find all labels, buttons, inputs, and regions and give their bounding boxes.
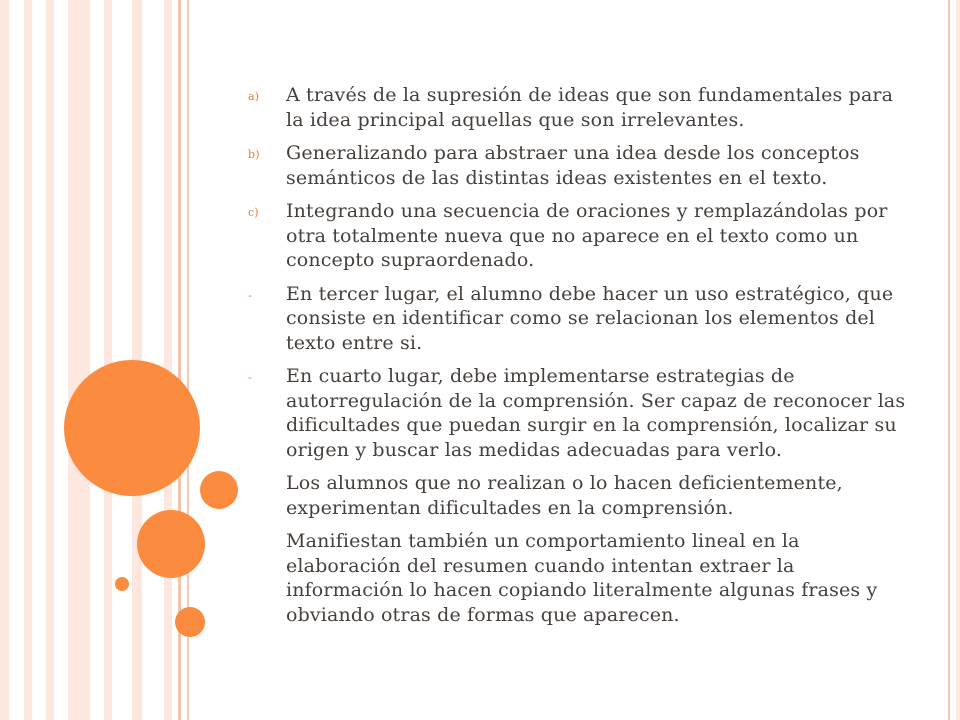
decorative-stripe: [46, 0, 54, 720]
list-item: [248, 83, 910, 132]
decorative-circle: [200, 471, 238, 509]
list-item-text: En tercer lugar, el alumno debe hacer un uso estratégico, que consiste en identificar como se relacionan los elementos del texto entre si.: [286, 282, 894, 354]
list-item-text: Generalizando para abstraer una idea desde los conceptos semánticos de las distintas ideas existentes en el texto.: [286, 142, 860, 189]
list-item: [248, 364, 910, 462]
paragraph-text: Manifiestan también un comportamiento lineal en la elaboración del resumen cuando intentan extraer la información lo hacen copiando literalmente algunas frases y obviando otras de formas que aparecen.: [286, 530, 878, 626]
paragraph: [248, 471, 910, 520]
list-item: [248, 199, 910, 273]
decorative-stripe: [24, 0, 32, 720]
decorative-circle: [137, 510, 205, 578]
decorative-stripe-right: [948, 0, 950, 720]
decorative-circle-small: [115, 577, 129, 591]
decorative-stripe: [104, 0, 112, 720]
paragraph-text: Los alumnos que no realizan o lo hacen deficientemente, experimentan dificultades en la comprensión.: [286, 472, 843, 519]
list-item-text: En cuarto lugar, debe implementarse estrategias de autorregulación de la comprensión. Ser capaz de reconocer las dificultades que puedan surgir en la comprensión, localizar su origen y buscar las medidas adecuadas para verlo.: [286, 365, 906, 461]
decorative-circle: [175, 607, 205, 637]
slide-body: [248, 83, 910, 636]
list-item-text: A través de la supresión de ideas que son fundamentales para la idea principal aquellas que son irrelevantes.: [286, 84, 894, 131]
decorative-circle-large: [64, 360, 200, 496]
decorative-stripe: [68, 0, 90, 720]
paragraph: [248, 529, 910, 627]
list-item: [248, 141, 910, 190]
decorative-stripe-right: [956, 0, 960, 720]
list-marker: c): [248, 206, 259, 219]
list-marker: b): [248, 148, 260, 161]
list-marker: a): [248, 90, 260, 103]
decorative-stripe: [164, 0, 172, 720]
list-item: [248, 282, 910, 356]
list-marker: -: [248, 288, 252, 302]
list-item-text: Integrando una secuencia de oraciones y remplazándolas por otra totalmente nueva que no aparece en el texto como un concepto supraordenado.: [286, 200, 888, 271]
decorative-stripe: [0, 0, 9, 720]
list-marker: -: [248, 371, 252, 384]
